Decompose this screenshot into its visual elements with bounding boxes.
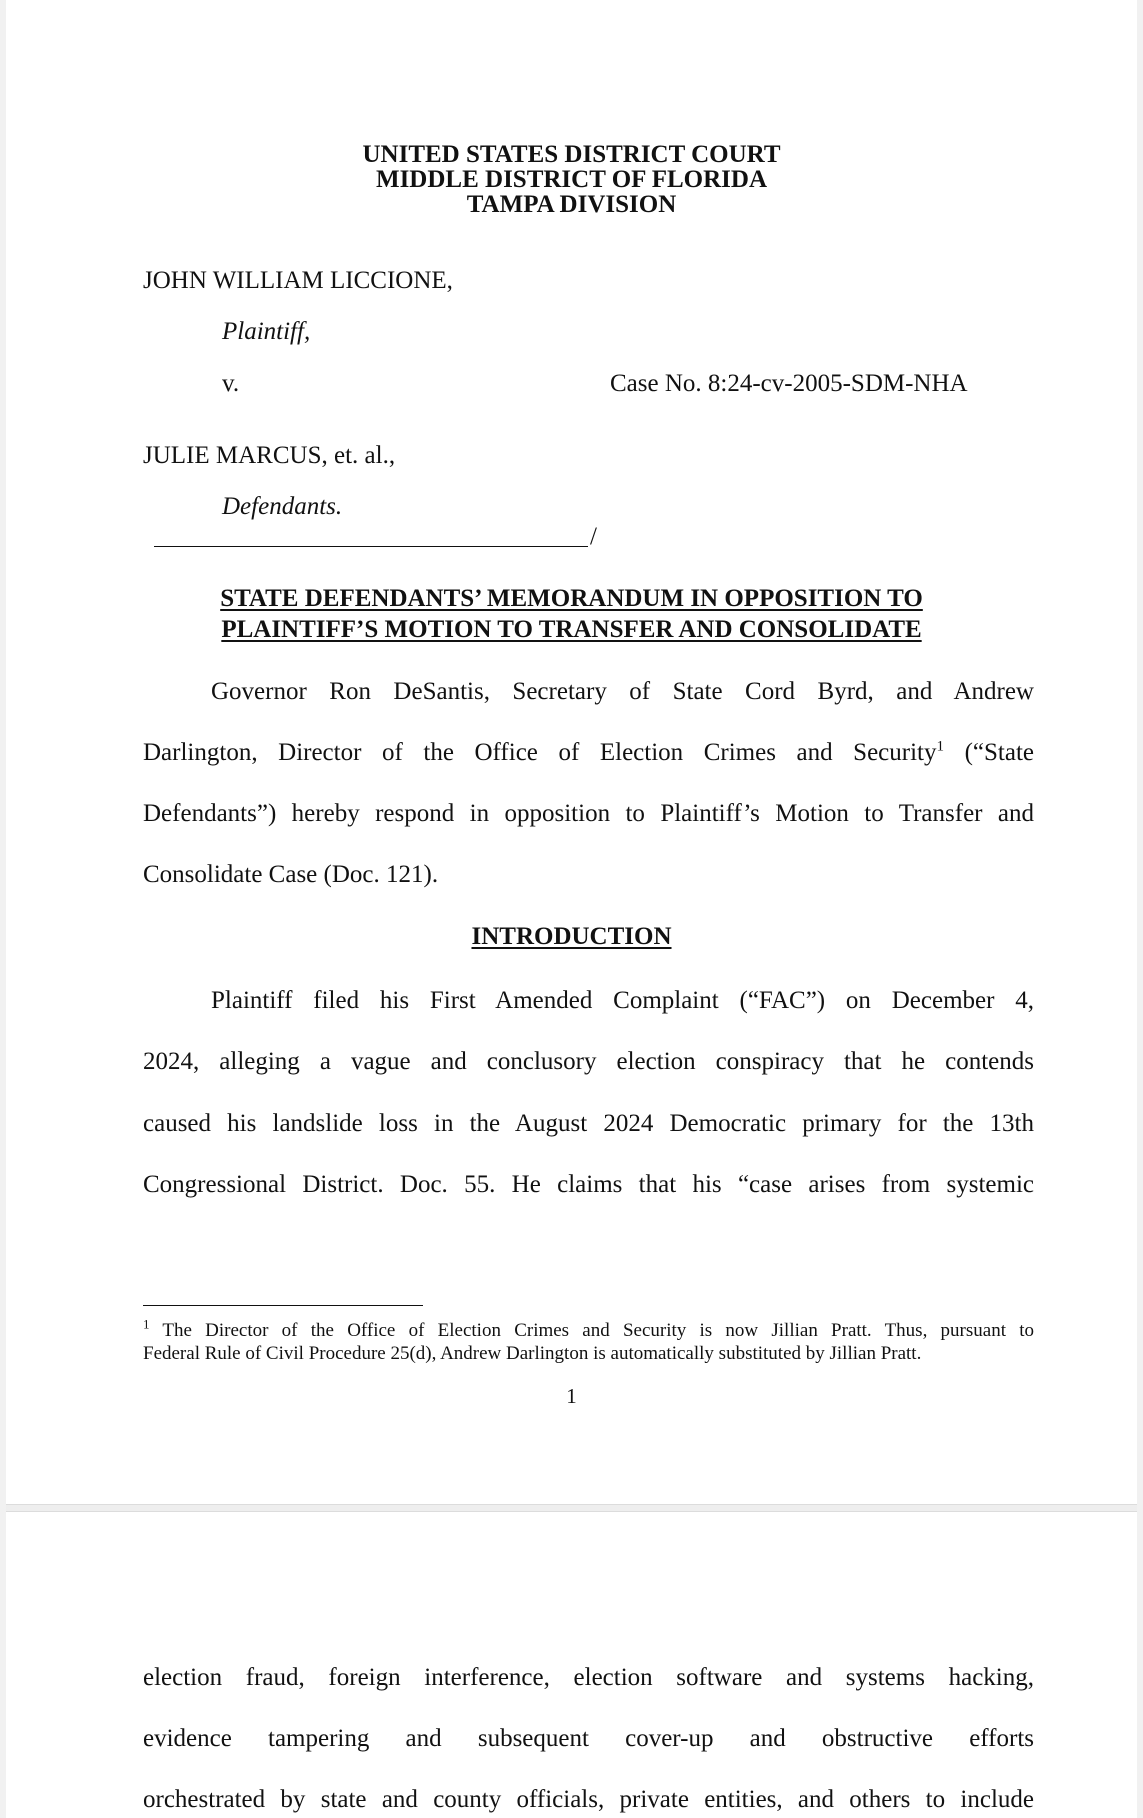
section-heading-introduction: INTRODUCTION [471,923,672,950]
memorandum-title-line-2: PLAINTIFF’S MOTION TO TRANSFER AND CONSOLIDATE [221,616,922,643]
paragraph-line: orchestrated by state and county officials, private entities, and others to include [143,1786,1034,1813]
paragraph-line: election fraud, foreign interference, election software and systems hacking, [143,1664,1034,1691]
caption-divider-line [154,546,588,547]
intro-paragraph-line [143,738,1034,768]
intro-paragraph-line: Consolidate Case (Doc. 121). [143,861,439,888]
court-division: TAMPA DIVISION [466,191,677,218]
caption-slash: / [590,523,597,550]
court-district: MIDDLE DISTRICT OF FLORIDA [375,166,768,193]
intro-text: Darlington, Director of the Office of Election Crimes and Security [143,739,937,766]
paragraph-line: caused his landslide loss in the August 2024 Democratic primary for the 13th [143,1110,1034,1137]
defendant-label: Defendants. [222,493,343,520]
footnote-separator [143,1305,423,1306]
document-page-1 [6,0,1137,1504]
plaintiff-label: Plaintiff, [222,318,311,345]
document-page-2 [6,1512,1137,1818]
page-break [6,1504,1137,1512]
paragraph-line: evidence tampering and subsequent cover-up and obstructive efforts [143,1725,1034,1752]
intro-text: (“State [944,739,1034,766]
intro-paragraph-line: Defendants”) hereby respond in opposition to Plaintiff’s Motion to Transfer and [143,800,1034,827]
footnote-line: Federal Rule of Civil Procedure 25(d), Andrew Darlington is automatically substituted by Jillian Pratt. [143,1343,922,1364]
intro-paragraph-line: Governor Ron DeSantis, Secretary of State Cord Byrd, and Andrew [211,678,1034,705]
footnote-marker: 1 [143,1316,150,1332]
memorandum-title-line-1: STATE DEFENDANTS’ MEMORANDUM IN OPPOSITION TO [220,585,923,612]
paragraph-line: Congressional District. Doc. 55. He claims that his “case arises from systemic [143,1171,1034,1198]
viewer-right-margin [1137,0,1143,1818]
court-name: UNITED STATES DISTRICT COURT [362,141,781,168]
page-number: 1 [566,1384,577,1408]
footnote-line [143,1316,1034,1342]
footnote-reference[interactable]: 1 [936,738,944,755]
plaintiff-name: JOHN WILLIAM LICCIONE, [143,267,453,294]
versus-text: v. [222,370,240,397]
paragraph-line: Plaintiff filed his First Amended Complaint (“FAC”) on December 4, [211,987,1034,1014]
defendant-name: JULIE MARCUS, et. al., [143,442,396,469]
paragraph-line: 2024, alleging a vague and conclusory election conspiracy that he contends [143,1048,1034,1075]
case-number: Case No. 8:24-cv-2005-SDM-NHA [610,370,968,397]
footnote-text: The Director of the Office of Election Crimes and Security is now Jillian Pratt. Thus, pursuant to [149,1320,1034,1341]
